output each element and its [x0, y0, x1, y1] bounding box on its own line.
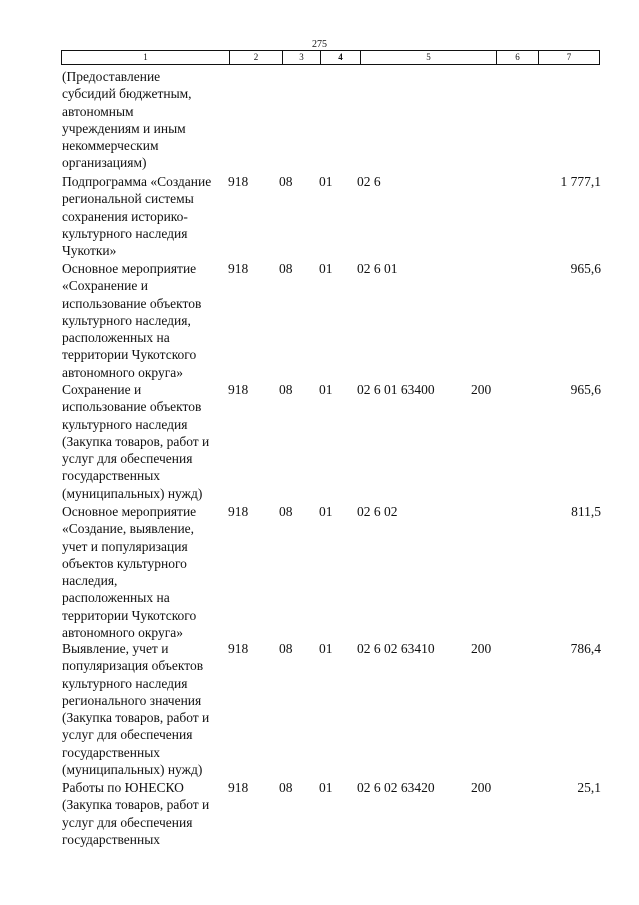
- section-code: 08: [279, 780, 293, 795]
- item-name-line: использование объектов: [62, 399, 202, 415]
- item-name-line: культурного наследия,: [62, 312, 191, 328]
- grbs-code: 918: [228, 174, 249, 189]
- item-name: [62, 260, 237, 381]
- item-name-line: (Предоставление: [62, 69, 161, 84]
- item-name-line: «Создание, выявление,: [62, 521, 195, 537]
- subsection-code: 01: [319, 641, 333, 656]
- item-name-line: автономного округа»: [62, 625, 183, 641]
- item-name-line: Подпрограмма «Создание: [62, 174, 212, 189]
- grbs-code: 918: [228, 261, 249, 276]
- item-name-line: культурного наследия: [62, 225, 188, 241]
- item-name: [62, 640, 237, 778]
- column-header-4: 4: [320, 51, 360, 64]
- item-name-line: услуг для обеспечения: [62, 727, 193, 743]
- section-code: 08: [279, 261, 293, 276]
- section-code: 08: [279, 504, 293, 519]
- item-name: [62, 381, 237, 502]
- item-name-line: учреждениям и иным: [62, 120, 186, 136]
- expense-type-code: 200: [471, 382, 492, 397]
- item-name-line: региональной системы: [62, 191, 194, 207]
- item-name-line: некоммерческим: [62, 138, 159, 154]
- item-name-line: Основное мероприятие: [62, 261, 197, 276]
- amount: 965,6: [570, 382, 601, 397]
- item-name-line: государственных: [62, 831, 161, 847]
- target-item-code: 02 6 02 63410: [357, 641, 435, 656]
- column-header-2: 2: [229, 51, 282, 64]
- item-name-line: использование объектов: [62, 295, 202, 311]
- item-name-line: автономным: [62, 103, 134, 119]
- grbs-code: 918: [228, 504, 249, 519]
- item-name-line: Работы по ЮНЕСКО: [62, 780, 184, 795]
- item-name-line: (Закупка товаров, работ и: [62, 797, 210, 813]
- amount: 786,4: [570, 641, 601, 656]
- item-name-line: расположенных на: [62, 590, 170, 606]
- grbs-code: 918: [228, 382, 249, 397]
- item-name-line: Чукотки»: [62, 243, 117, 259]
- subsection-code: 01: [319, 504, 333, 519]
- item-name-line: культурного наследия: [62, 416, 188, 432]
- item-name-line: учет и популяризация: [62, 538, 188, 554]
- target-item-code: 02 6 02: [357, 504, 398, 519]
- item-name: [62, 503, 237, 641]
- column-header-7: 7: [538, 51, 599, 64]
- target-item-code: 02 6 02 63420: [357, 780, 435, 795]
- item-name-line: расположенных на: [62, 330, 170, 346]
- item-name-line: автономного округа»: [62, 364, 183, 380]
- table-header: [61, 50, 600, 65]
- column-header-3: 3: [282, 51, 320, 64]
- item-name-line: сохранения историко-: [62, 208, 188, 224]
- item-name-line: услуг для обеспечения: [62, 451, 193, 467]
- item-name-line: Основное мероприятие: [62, 504, 197, 519]
- amount: 965,6: [570, 261, 601, 276]
- subsection-code: 01: [319, 174, 333, 189]
- item-name-line: услуг для обеспечения: [62, 814, 193, 830]
- grbs-code: 918: [228, 780, 249, 795]
- item-name-line: Выявление, учет и: [62, 641, 169, 656]
- item-name-line: «Сохранение и: [62, 278, 148, 294]
- item-name-line: (муниципальных) нужд): [62, 485, 203, 501]
- target-item-code: 02 6 01 63400: [357, 382, 435, 397]
- item-name-line: территории Чукотского: [62, 607, 197, 623]
- item-name-line: субсидий бюджетным,: [62, 86, 192, 102]
- column-header-6: 6: [496, 51, 538, 64]
- item-name-line: организациям): [62, 155, 147, 171]
- item-name-line: государственных: [62, 468, 161, 484]
- subsection-code: 01: [319, 780, 333, 795]
- item-name-line: культурного наследия: [62, 675, 188, 691]
- section-code: 08: [279, 382, 293, 397]
- amount: 811,5: [571, 504, 601, 519]
- expense-type-code: 200: [471, 780, 492, 795]
- item-name-line: регионального значения: [62, 692, 202, 708]
- item-name-line: (Закупка товаров, работ и: [62, 433, 210, 449]
- expense-type-code: 200: [471, 641, 492, 656]
- target-item-code: 02 6: [357, 174, 381, 189]
- item-name-line: государственных: [62, 744, 161, 760]
- item-name-line: популяризация объектов: [62, 658, 204, 674]
- column-header-1: 1: [143, 52, 148, 62]
- amount: 25,1: [577, 780, 601, 795]
- item-name: [62, 779, 237, 848]
- subsection-code: 01: [319, 382, 333, 397]
- item-name-line: (муниципальных) нужд): [62, 762, 203, 778]
- subsection-code: 01: [319, 261, 333, 276]
- target-item-code: 02 6 01: [357, 261, 398, 276]
- column-header-5: 5: [360, 51, 496, 64]
- grbs-code: 918: [228, 641, 249, 656]
- item-name-line: территории Чукотского: [62, 347, 197, 363]
- section-code: 08: [279, 641, 293, 656]
- item-name-line: объектов культурного: [62, 555, 187, 571]
- item-name-line: (Закупка товаров, работ и: [62, 710, 210, 726]
- page-number: 275: [312, 39, 327, 50]
- item-name: [62, 173, 237, 259]
- amount: 1 777,1: [560, 174, 601, 189]
- section-code: 08: [279, 174, 293, 189]
- item-name-line: наследия,: [62, 573, 118, 589]
- item-name-line: Сохранение и: [62, 382, 142, 397]
- item-name: [62, 68, 237, 172]
